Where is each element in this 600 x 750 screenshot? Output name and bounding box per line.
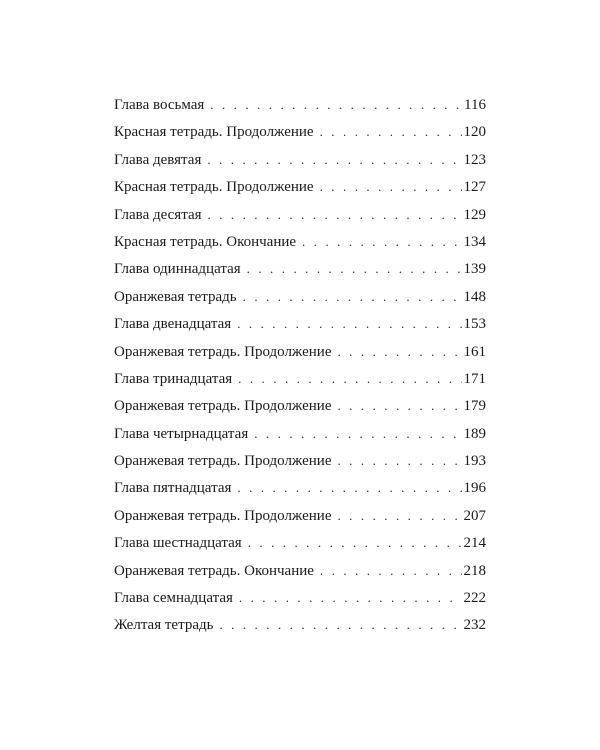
table-of-contents: [114, 91, 486, 639]
toc-entry-page-number: 129: [463, 206, 486, 223]
toc-entry-page-number: 207: [463, 507, 486, 524]
toc-entry-page-number: 232: [463, 617, 486, 634]
toc-entry-title: Глава восьмая: [114, 97, 205, 113]
toc-entry-page-number: 179: [463, 398, 486, 415]
dot-leader: [320, 118, 462, 145]
toc-entry: [114, 201, 486, 228]
toc-entry: [114, 611, 486, 638]
toc-entry-title: Желтая тетрадь: [114, 617, 214, 634]
dot-leader: [337, 338, 461, 365]
toc-entry: [114, 310, 486, 337]
toc-entry: [114, 420, 486, 447]
toc-entry: [114, 584, 486, 611]
toc-entry-title: Красная тетрадь. Продолжение: [114, 179, 314, 196]
toc-entry-page-number: 161: [463, 343, 486, 360]
toc-entry-title: Оранжевая тетрадь. Окончание: [114, 562, 314, 579]
dot-leader: [320, 173, 462, 200]
dot-leader: [239, 584, 462, 611]
toc-entry: [114, 173, 486, 200]
toc-entry-page-number: 153: [463, 316, 486, 333]
dot-leader: [337, 502, 461, 529]
toc-entry: [114, 283, 486, 310]
toc-entry: [114, 146, 486, 173]
toc-entry-title: Глава двенадцатая: [114, 316, 232, 333]
toc-entry: [114, 365, 486, 392]
toc-entry-page-number: 218: [463, 562, 486, 579]
toc-entry: [114, 338, 486, 365]
toc-entry-page-number: 116: [464, 97, 486, 113]
toc-entry-title: Глава пятнадцатая: [114, 480, 232, 497]
toc-entry: [114, 91, 486, 118]
dot-leader: [219, 611, 461, 638]
toc-entry-page-number: 214: [463, 535, 486, 552]
toc-entry-page-number: 171: [463, 370, 486, 387]
dot-leader: [237, 474, 461, 501]
toc-entry-title: Красная тетрадь. Продолжение: [114, 124, 314, 141]
dot-leader: [207, 146, 461, 173]
toc-entry-title: Оранжевая тетрадь. Продолжение: [114, 507, 332, 524]
dot-leader: [237, 310, 461, 337]
toc-entry-title: Оранжевая тетрадь. Продолжение: [114, 453, 332, 470]
toc-entry-page-number: 127: [463, 179, 486, 196]
dot-leader: [337, 447, 461, 474]
dot-leader: [247, 255, 462, 282]
toc-entry-title: Глава семнадцатая: [114, 590, 233, 607]
toc-entry-page-number: 148: [463, 288, 486, 305]
dot-leader: [243, 283, 462, 310]
toc-entry-page-number: 189: [463, 425, 486, 442]
toc-entry-title: Глава тринадцатая: [114, 370, 233, 387]
toc-entry-title: Глава одиннадцатая: [114, 261, 241, 278]
dot-leader: [320, 557, 462, 584]
toc-entry-page-number: 193: [463, 453, 486, 470]
toc-entry: [114, 255, 486, 282]
toc-entry-page-number: 123: [463, 151, 486, 168]
toc-entry: [114, 228, 486, 255]
toc-entry-page-number: 196: [463, 480, 486, 497]
toc-entry-title: Глава четырнадцатая: [114, 425, 249, 442]
toc-entry-title: Оранжевая тетрадь: [114, 288, 237, 305]
toc-entry: [114, 392, 486, 419]
dot-leader: [238, 365, 461, 392]
toc-entry: [114, 118, 486, 145]
toc-entry: [114, 529, 486, 556]
dot-leader: [254, 420, 461, 447]
toc-entry: [114, 502, 486, 529]
toc-entry-page-number: 120: [463, 124, 486, 141]
toc-entry: [114, 557, 486, 584]
toc-entry-page-number: 222: [463, 590, 486, 607]
dot-leader: [208, 201, 462, 228]
toc-entry-page-number: 139: [463, 261, 486, 278]
dot-leader: [337, 392, 461, 419]
dot-leader: [210, 91, 462, 118]
toc-entry-title: Красная тетрадь. Окончание: [114, 233, 297, 250]
toc-entry-title: Глава девятая: [114, 151, 202, 168]
toc-entry: [114, 474, 486, 501]
toc-entry: [114, 447, 486, 474]
toc-entry-title: Оранжевая тетрадь. Продолжение: [114, 398, 332, 415]
dot-leader: [302, 228, 461, 255]
toc-entry-title: Глава десятая: [114, 206, 202, 223]
toc-entry-page-number: 134: [463, 233, 486, 250]
toc-entry-title: Глава шестнадцатая: [114, 535, 242, 552]
dot-leader: [248, 529, 462, 556]
toc-entry-title: Оранжевая тетрадь. Продолжение: [114, 343, 332, 360]
